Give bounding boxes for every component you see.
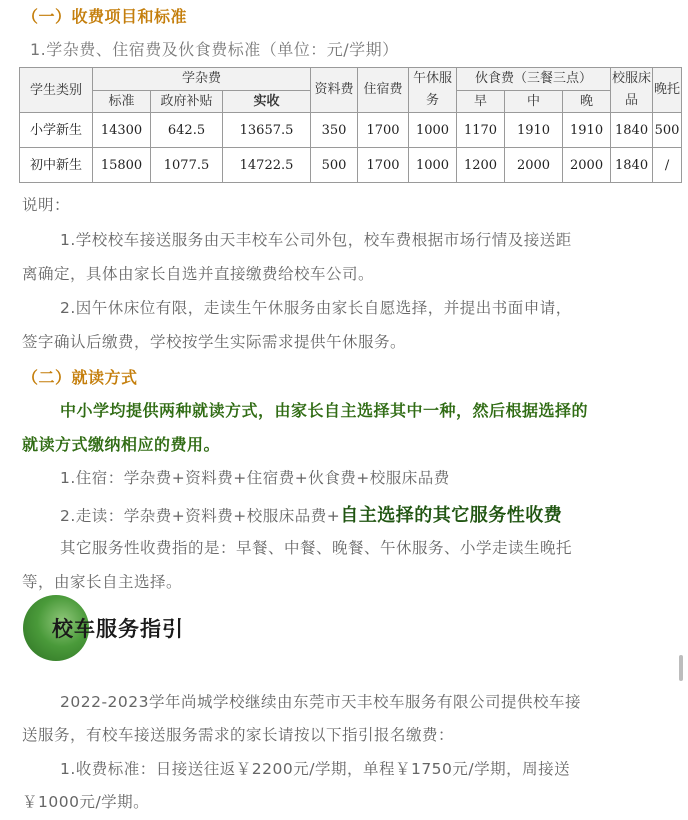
section1-title: （一）收费项目和标准: [22, 7, 188, 26]
section2-highlight-line1: 中小学均提供两种就读方式，由家长自主选择其中一种，然后根据选择的: [60, 401, 589, 420]
cell-evening: 500: [653, 113, 682, 148]
section1-subtitle: 1.学杂费、住宿费及伙食费标准（单位：元/学期）: [30, 40, 399, 59]
cell-type: 初中新生: [20, 148, 93, 183]
day-student-formula: [60, 501, 562, 527]
cell-uniform: 1840: [611, 113, 653, 148]
day-student-formula-text: 2.走读：学杂费+资料费+校服床品费+: [60, 507, 341, 525]
cell-breakfast: 1200: [457, 148, 505, 183]
cell-gov: 642.5: [151, 113, 223, 148]
cell-nap: 1000: [409, 148, 457, 183]
cell-lodging: 1700: [358, 113, 409, 148]
table-header-row: [20, 68, 682, 91]
bus-intro-line2: 送服务，有校车接送服务需求的家长请按以下指引报名缴费：: [22, 726, 455, 744]
cell-actual: 14722.5: [223, 148, 311, 183]
cell-gov: 1077.5: [151, 148, 223, 183]
cell-nap: 1000: [409, 113, 457, 148]
header-material: 资料费: [311, 68, 358, 113]
bus-fee-line1: 1.收费标准：日接送往返￥2200元/学期，单程￥1750元/学期，周接送: [60, 760, 571, 778]
other-services-line2: 等，由家长自主选择。: [22, 573, 183, 591]
header-std: 标准: [93, 90, 151, 113]
bus-fee-line2: ￥1000元/学期。: [22, 793, 150, 811]
cell-material: 500: [311, 148, 358, 183]
cell-evening: /: [653, 148, 682, 183]
scrollbar-thumb[interactable]: [679, 655, 683, 681]
header-actual: 实收: [223, 90, 311, 113]
bus-intro-line1: 2022-2023学年尚城学校继续由东莞市天丰校车服务有限公司提供校车接: [60, 693, 581, 711]
cell-lunch: 2000: [505, 148, 563, 183]
cell-type: 小学新生: [20, 113, 93, 148]
section2-highlight-line2: 就读方式缴纳相应的费用。: [22, 435, 221, 454]
cell-std: 15800: [93, 148, 151, 183]
header-evening: 晚托: [653, 68, 682, 113]
cell-lunch: 1910: [505, 113, 563, 148]
header-gov: 政府补贴: [151, 90, 223, 113]
cell-uniform: 1840: [611, 148, 653, 183]
cell-std: 14300: [93, 113, 151, 148]
notes-heading: 说明：: [22, 196, 71, 214]
cell-dinner: 1910: [563, 113, 611, 148]
header-dinner: 晚: [563, 90, 611, 113]
cell-dinner: 2000: [563, 148, 611, 183]
note2-line2: 签字确认后缴费，学校按学生实际需求提供午休服务。: [22, 333, 407, 351]
header-breakfast: 早: [457, 90, 505, 113]
note1-line1: 1.学校校车接送服务由天丰校车公司外包，校车费根据市场行情及接送距: [60, 231, 572, 249]
other-services-line1: 其它服务性收费指的是：早餐、中餐、晚餐、午休服务、小学走读生晚托: [60, 539, 573, 557]
day-student-emphasis: 自主选择的其它服务性收费: [340, 505, 563, 526]
bus-guide-title: 校车服务指引: [52, 617, 184, 641]
header-uniform: 校服床品: [611, 68, 653, 113]
header-nap: 午休服务: [409, 68, 457, 113]
note1-line2: 离确定，具体由家长自选并直接缴费给校车公司。: [22, 265, 375, 283]
header-lodging: 住宿费: [358, 68, 409, 113]
table-row: [20, 148, 682, 183]
header-lunch: 中: [505, 90, 563, 113]
section2-title: （二）就读方式: [22, 368, 138, 387]
cell-material: 350: [311, 113, 358, 148]
boarding-formula: 1.住宿：学杂费+资料费+住宿费+伙食费+校服床品费: [60, 469, 450, 487]
header-meal: 伙食费（三餐三点）: [457, 68, 611, 91]
fee-table: [19, 67, 682, 183]
cell-breakfast: 1170: [457, 113, 505, 148]
cell-lodging: 1700: [358, 148, 409, 183]
header-student-type: 学生类别: [20, 68, 93, 113]
header-tuition: 学杂费: [93, 68, 311, 91]
cell-actual: 13657.5: [223, 113, 311, 148]
note2-line1: 2.因午休床位有限，走读生午休服务由家长自愿选择，并提出书面申请，: [60, 299, 572, 317]
table-row: [20, 113, 682, 148]
